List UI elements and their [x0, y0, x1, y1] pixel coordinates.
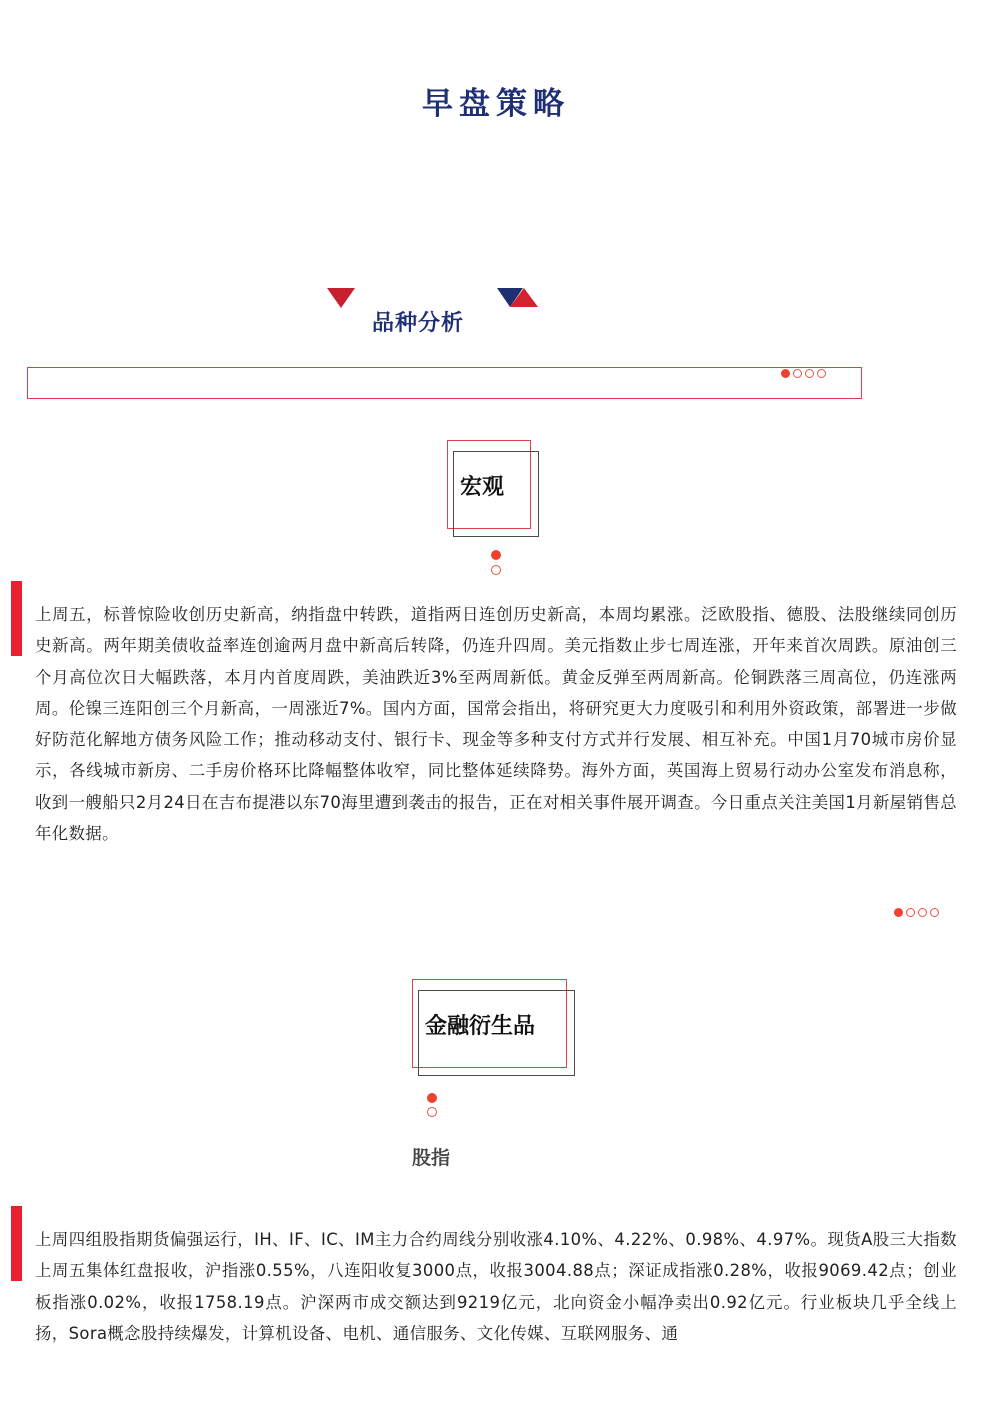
- dot-icon: [491, 550, 501, 560]
- page-title: 早盘策略: [422, 86, 570, 122]
- accent-bar: [11, 1206, 22, 1281]
- dot-icon: [781, 369, 790, 378]
- section-title: 品种分析: [372, 311, 465, 336]
- heading-box-macro: [446, 440, 542, 540]
- section-heading: 金融衍生品: [425, 1014, 536, 1039]
- section-heading: 宏观: [460, 475, 505, 500]
- dot-icon: [894, 908, 903, 917]
- accent-bar: [11, 581, 22, 656]
- heading-box-derivatives: [411, 979, 577, 1079]
- ring-icon: [793, 369, 802, 378]
- ring-icon: [805, 369, 814, 378]
- ring-icon: [918, 908, 927, 917]
- dot-icon: [427, 1093, 437, 1103]
- ring-icon: [427, 1107, 437, 1117]
- macro-paragraph: 上周五，标普惊险收创历史新高，纳指盘中转跌，道指两日连创历史新高，本周均累涨。泛欧股指、德股、法股继续同创历史新高。两年期美债收益率连创逾两月盘中新高后转降，仍连升四周。美元指数止步七周连涨，开年来首次周跌。原油创三个月高位次日大幅跌落，本月内首度周跌，美油跌近3%至两周新低。黄金反弹至两周新高。伦铜跌落三周高位，仍连涨两周。伦镍三连阳创三个月新高，一周涨近7%。国内方面，国常会指出，将研究更大力度吸引和利用外资政策，部署进一步做好防范化解地方债务风险工作；推动移动支付、银行卡、现金等多种支付方式并行发展、相互补充。中国1月70城市房价显示，各线城市新房、二手房价格环比降幅整体收窄，同比整体延续降势。海外方面，英国海上贸易行动办公室发布消息称，收到一艘船只2月24日在吉布提港以东70海里遭到袭击的报告，正在对相关事件展开调查。今日重点关注美国1月新屋销售总年化数据。: [35, 605, 957, 844]
- divider-dots: [894, 908, 939, 917]
- triangle-down-icon: [326, 286, 356, 310]
- ring-icon: [906, 908, 915, 917]
- stock-index-paragraph: 上周四组股指期货偏强运行，IH、IF、IC、IM主力合约周线分别收涨4.10%、4.22%、0.98%、4.97%。现货A股三大指数上周五集体红盘报收，沪指涨0.55%，八连阳收复3000点，收报3004.88点；深证成指涨0.28%，收报9069.42点；创业板指涨0.02%，收报1758.19点。沪深两市成交额达到9219亿元，北向资金小幅净卖出0.92亿元。行业板块几乎全线上扬，Sora概念股持续爆发，计算机设备、电机、通信服务、文化传媒、互联网服务、通: [35, 1230, 957, 1343]
- ring-icon: [817, 369, 826, 378]
- banner-dots: [781, 369, 826, 378]
- ring-icon: [930, 908, 939, 917]
- triangles-icon: [496, 286, 542, 310]
- section-banner: [27, 367, 862, 399]
- ring-icon: [491, 565, 501, 575]
- sub-heading-stock-index: 股指: [412, 1147, 451, 1169]
